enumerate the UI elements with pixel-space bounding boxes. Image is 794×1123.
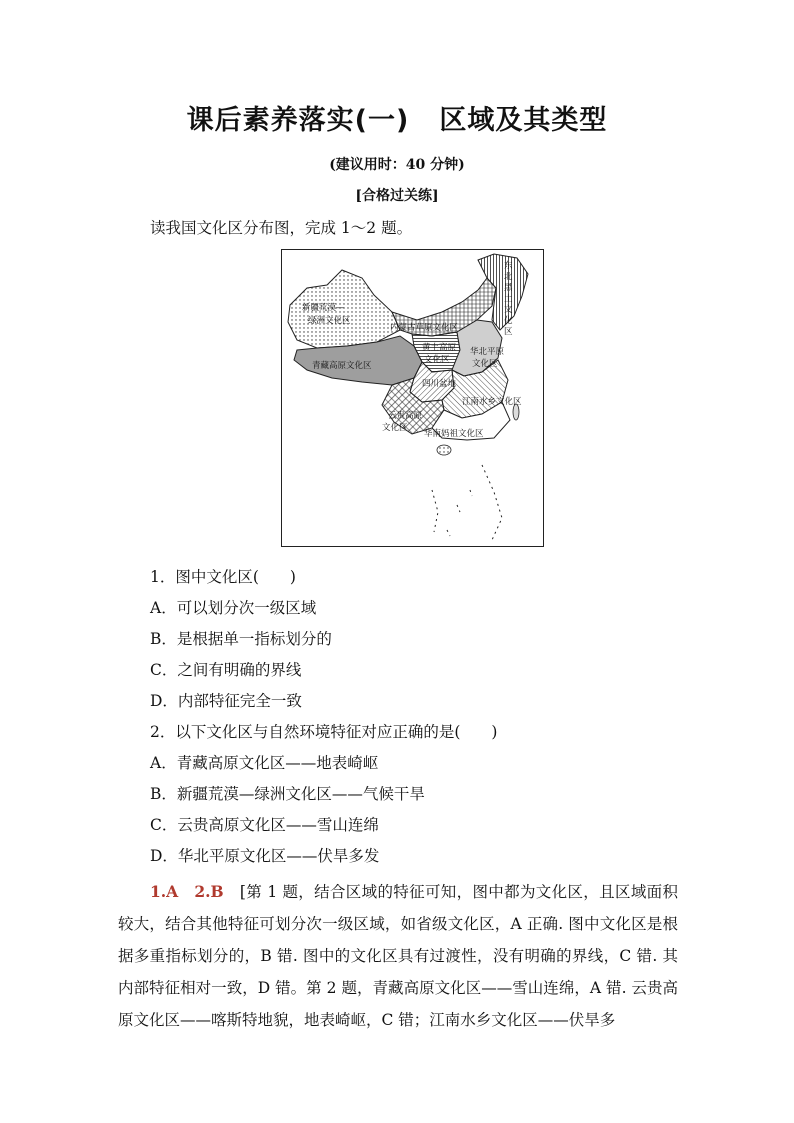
label-jiangnan: 江南水乡文化区 <box>462 397 522 407</box>
label-huanan: 华南妈祖文化区 <box>424 429 484 439</box>
question-2-option-d: D．华北平原文化区——伏旱多发 <box>150 847 380 865</box>
label-dongbei-6: 区 <box>504 327 513 337</box>
question-2-option-b: B．新疆荒漠—绿洲文化区——气候干旱 <box>150 785 425 803</box>
label-dongbei-0: 东 <box>504 261 513 271</box>
question-1-option-a: A．可以划分次一级区域 <box>150 599 317 617</box>
label-dongbei-5: 化 <box>504 316 513 326</box>
label-yungui-1: 云贵高原 <box>388 411 423 421</box>
answer-key: 1.A 2.B <box>150 882 224 901</box>
label-huabei-2: 文化区 <box>472 359 498 369</box>
label-neimeng: 内蒙古草原文化区 <box>390 323 459 333</box>
page-title <box>0 98 794 137</box>
question-1-stem: 1．图中文化区( ) <box>150 568 296 586</box>
title-part-b: 区域及其类型 <box>439 105 608 136</box>
label-xinjiang-2: 绿洲文化区 <box>308 316 351 326</box>
culture-region-map <box>281 249 544 547</box>
label-xinjiang-1: 新疆荒漠— <box>302 303 345 313</box>
question-2-option-c: C．云贵高原文化区——雪山连绵 <box>150 816 379 834</box>
label-huangtu-1: 黄土高原 <box>422 343 457 353</box>
time-note: (建议用时：40 分钟) <box>329 157 465 173</box>
label-dongbei-4: 文 <box>504 305 513 315</box>
intro-text: 读我国文化区分布图，完成 1～2 题。 <box>150 219 413 237</box>
south-sea-boundary <box>432 465 502 540</box>
label-dongbei-3: 土 <box>504 294 513 304</box>
question-1-option-c: C．之间有明确的界线 <box>150 661 302 679</box>
label-huangtu-2: 文化区 <box>424 355 450 365</box>
label-huabei-1: 华北平原 <box>470 347 505 357</box>
question-2-stem: 2．以下文化区与自然环境特征对应正确的是( ) <box>150 723 498 741</box>
answer-explanation <box>118 876 678 1036</box>
island-hainan <box>437 445 451 455</box>
label-sichuan: 四川盆地 <box>422 379 457 389</box>
label-yungui-2: 文化区 <box>382 423 408 433</box>
question-2-option-a: A．青藏高原文化区——地表崎岖 <box>150 754 379 772</box>
question-1-option-b: B．是根据单一指标划分的 <box>150 630 332 648</box>
label-qingzang: 青藏高原文化区 <box>312 361 372 371</box>
section-label: [合格过关练] <box>355 188 439 204</box>
map-svg <box>282 250 543 546</box>
title-part-a: 课后素养落实(一) <box>186 105 410 136</box>
label-dongbei-1: 北 <box>504 272 513 282</box>
label-dongbei-2: 黑 <box>504 283 513 293</box>
answer-text: [第 1 题，结合区域的特征可知，图中都为文化区，且区域面积较大，结合其他特征可划分次一级区域，如省级文化区，A 正确. 图中文化区是根据多重指标划分的，B 错. 图中的文化区具有过渡性，没有明确的界线，C 错. 其内部特征相对一致，D 错。第 2 题，青藏高原文化区——雪山连绵，A 错. 云贵高原文化区——喀斯特地貌，地表崎岖，C 错；江南水乡文化区——伏旱多 <box>118 883 678 1029</box>
question-1-option-d: D．内部特征完全一致 <box>150 692 302 710</box>
